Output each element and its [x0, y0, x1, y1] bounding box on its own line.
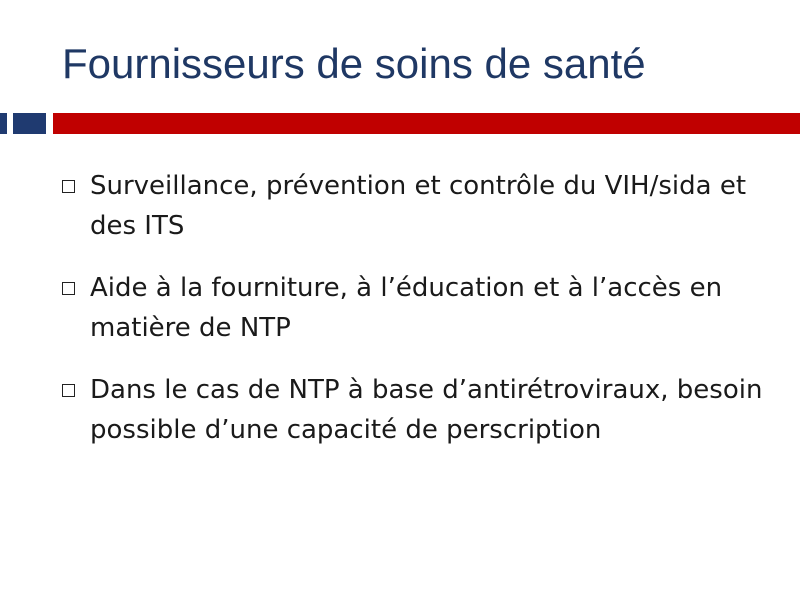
- bullet-text: Aide à la fourniture, à l’éducation et à l’accès en matière de NTP: [90, 273, 723, 343]
- checkbox-square-icon: [62, 282, 75, 295]
- checkbox-square-icon: [62, 180, 75, 193]
- divider-left-block: [0, 113, 7, 134]
- divider-red-bar: [53, 113, 800, 134]
- divider-blue-block: [13, 113, 46, 134]
- bullet-text: Dans le cas de NTP à base d’antirétroviraux, besoin possible d’une capacité de perscription: [90, 375, 763, 445]
- bullet-item: [62, 268, 782, 348]
- bullet-list: [62, 166, 782, 472]
- slide-title: Fournisseurs de soins de santé: [62, 40, 646, 87]
- bullet-item: [62, 166, 782, 246]
- title-divider: [0, 113, 800, 134]
- bullet-text: Surveillance, prévention et contrôle du VIH/sida et des ITS: [90, 171, 747, 241]
- bullet-item: [62, 370, 782, 450]
- checkbox-square-icon: [62, 384, 75, 397]
